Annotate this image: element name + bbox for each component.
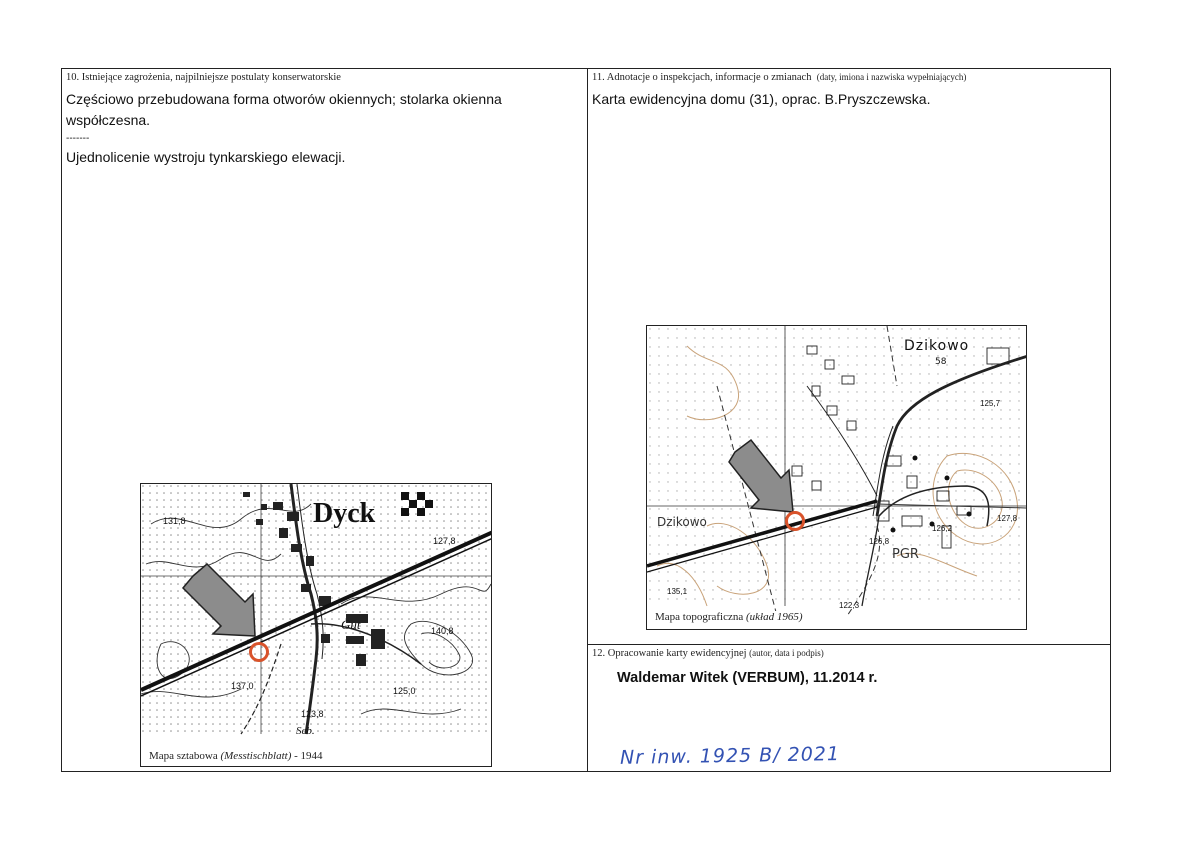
- section10-separator: -------: [66, 133, 90, 144]
- map1-label-gut: Gut: [341, 617, 361, 632]
- card-sheet: [61, 68, 1111, 772]
- handwritten-inventory-number: Nr inw. 1925 B/ 2021: [619, 743, 841, 769]
- section11-text: Karta ewidencyjna domu (31), oprac. B.Pryszczewska.: [592, 91, 931, 107]
- topo-map-drawing: [647, 326, 1027, 630]
- map1-elevation: 127,8: [433, 536, 456, 546]
- map2-caption: Mapa topograficzna (układ 1965): [655, 611, 807, 623]
- section12-label: 12. Opracowanie karty ewidencyjnej (autor, data i podpis): [592, 648, 824, 659]
- map2-elevation: 122,3: [839, 601, 860, 610]
- section12-divider: [587, 644, 1111, 645]
- section10-label: 10. Istniejące zagrożenia, najpilniejsze postulaty konserwatorskie: [66, 72, 341, 83]
- map1-elevation: 137,0: [231, 681, 254, 691]
- map1-elevation: 123,8: [301, 709, 324, 719]
- map2-place-number: 58: [935, 357, 947, 367]
- topographic-map-1965: [646, 325, 1027, 630]
- map2-elevation: 126,2: [932, 524, 953, 533]
- section10-line: Częściowo przebudowana forma otworów okiennych; stolarka okienna współczesna.: [66, 91, 502, 128]
- map1-caption: Mapa sztabowa (Messtischblatt) - 1944: [149, 750, 327, 762]
- map1-elevation: 125,0: [393, 686, 416, 696]
- column-divider: [587, 69, 588, 771]
- map1-label-scb: Scb.: [296, 725, 315, 737]
- section11-label: 11. Adnotacje o inspekcjach, informacje o zmianach (daty, imiona i nazwiska wypełniających): [592, 72, 967, 83]
- map1-elevation: 140,8: [431, 626, 454, 636]
- staff-map-drawing: [141, 484, 492, 767]
- map2-elevation: 125,7: [980, 399, 1001, 408]
- map1-place-label: Dyck: [313, 498, 376, 529]
- section10-text: [66, 89, 566, 168]
- map2-place-label: Dzikowo: [904, 338, 970, 354]
- map1-elevation: 131,8: [163, 516, 186, 526]
- map2-elevation: 126,8: [869, 537, 890, 546]
- section10-line: Ujednolicenie wystroju tynkarskiego elewacji.: [66, 149, 346, 165]
- map2-elevation: 135,1: [667, 587, 688, 596]
- staff-map-1944: [140, 483, 492, 767]
- map2-elevation: 127,8: [997, 514, 1018, 523]
- section12-author: Waldemar Witek (VERBUM), 11.2014 r.: [617, 670, 878, 686]
- map2-label-pgr: PGR: [892, 547, 919, 562]
- map2-marker-label: Dzikowo: [657, 515, 707, 529]
